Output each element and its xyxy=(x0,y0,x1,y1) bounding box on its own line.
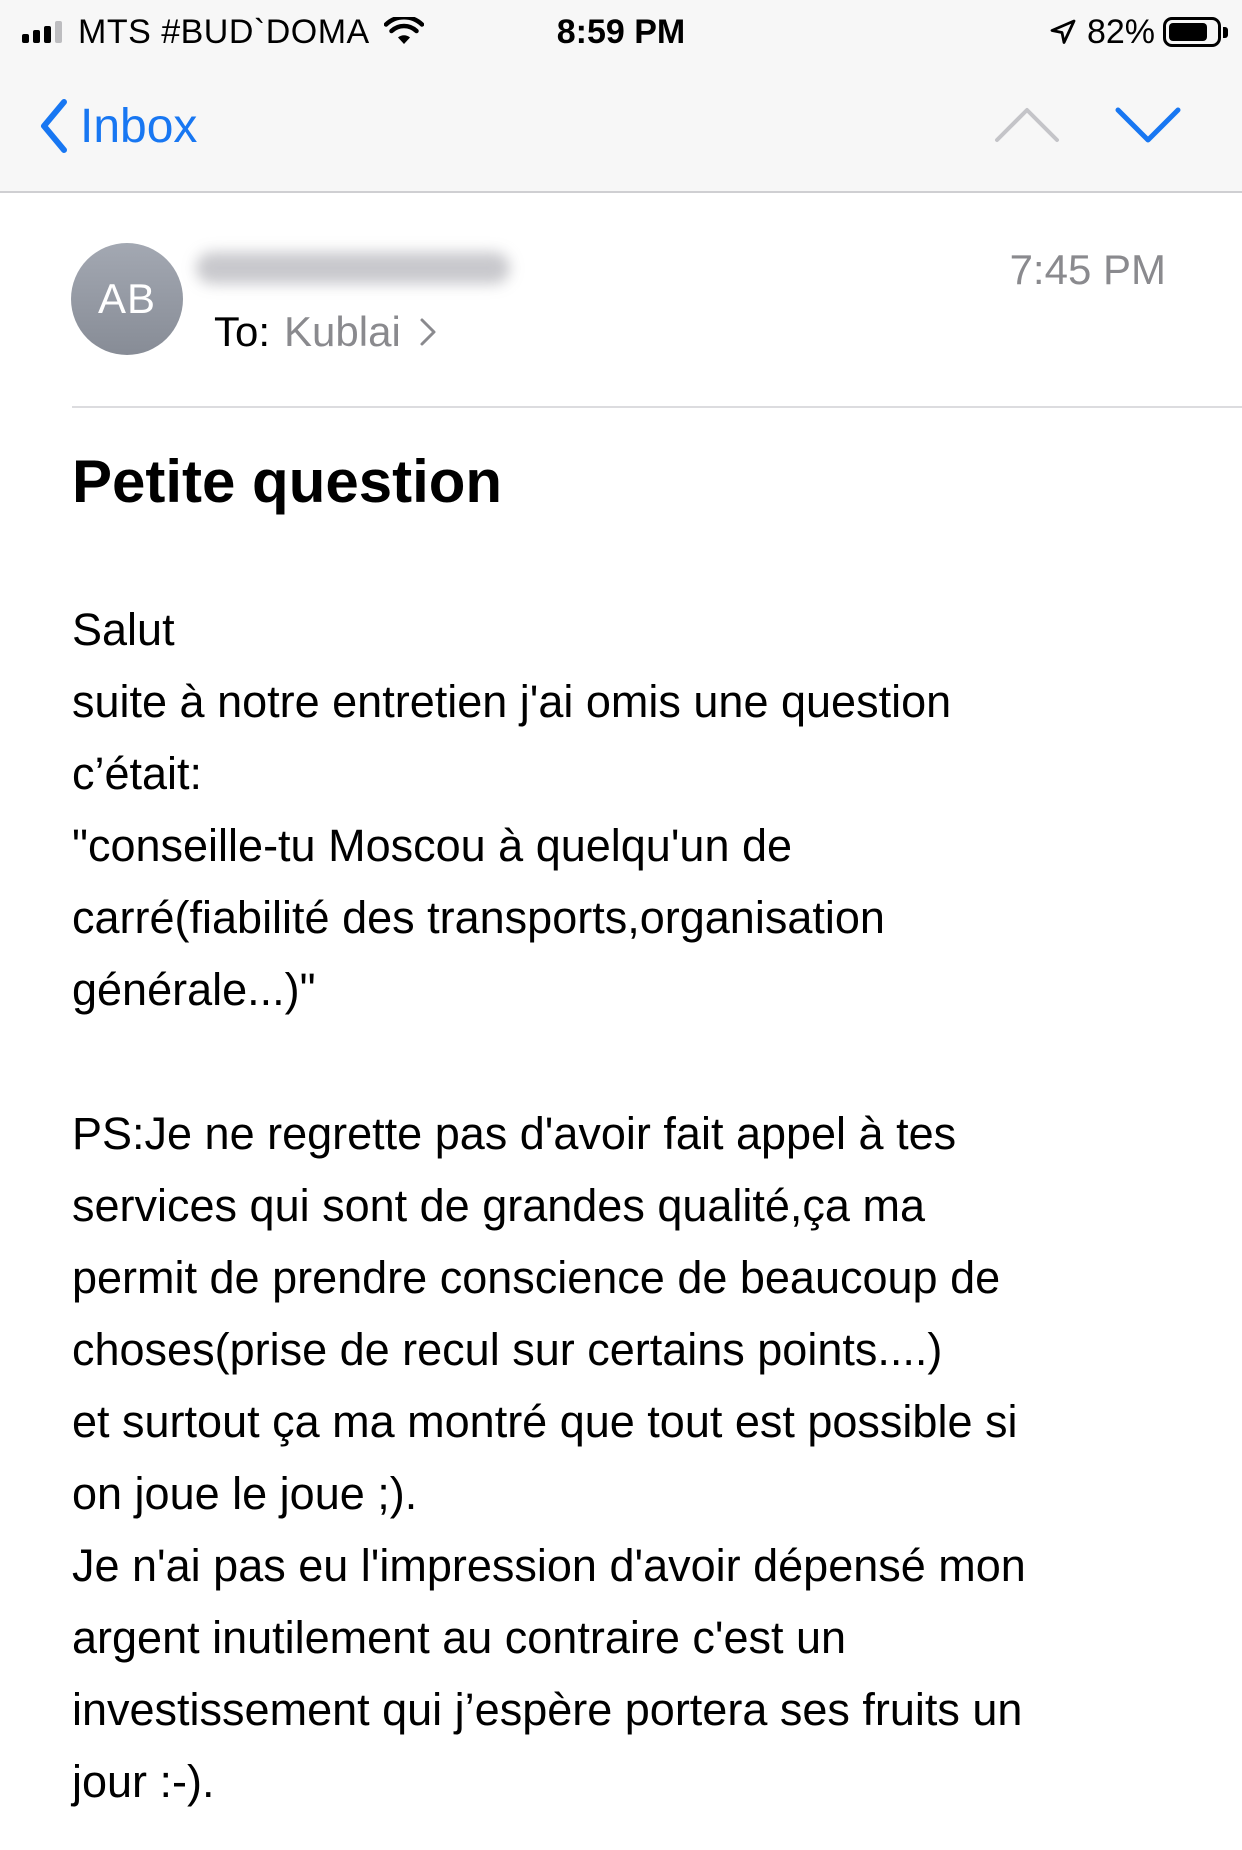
sender-avatar[interactable]: AB xyxy=(71,243,183,355)
message-body xyxy=(72,594,1202,1818)
recipients-row[interactable] xyxy=(214,306,437,358)
message-subject: Petite question xyxy=(72,448,503,515)
location-arrow-icon xyxy=(1049,18,1077,46)
paragraph-gap xyxy=(72,1026,1202,1098)
body-line: services qui sont de grandes qualité,ça ma xyxy=(72,1180,925,1231)
status-bar-right xyxy=(1049,8,1228,56)
top-bar xyxy=(0,0,1242,193)
back-to-inbox-button[interactable] xyxy=(36,90,197,162)
battery-icon xyxy=(1163,17,1221,47)
sender-name-redacted[interactable] xyxy=(196,252,510,284)
carrier-name: MTS #BUD`DOMA xyxy=(78,12,370,51)
body-line: Je n'ai pas eu l'impression d'avoir dépensé mon xyxy=(72,1540,1026,1591)
body-line: on joue le joue ;). xyxy=(72,1468,418,1519)
body-line: permit de prendre conscience de beaucoup de xyxy=(72,1252,1001,1303)
to-label: To: xyxy=(214,308,271,355)
chevron-right-icon xyxy=(419,317,437,347)
battery-nub xyxy=(1223,27,1228,38)
previous-message-button[interactable] xyxy=(991,100,1063,150)
received-time: 7:45 PM xyxy=(1009,246,1166,293)
battery-percent: 82% xyxy=(1086,12,1155,51)
body-line: choses(prise de recul sur certains points....) xyxy=(72,1324,943,1375)
battery-level-fill xyxy=(1169,23,1207,41)
chevron-left-icon xyxy=(36,96,70,156)
status-time: 8:59 PM xyxy=(556,13,686,51)
back-label: Inbox xyxy=(80,99,198,153)
body-line: jour :-). xyxy=(72,1756,215,1807)
body-line: suite à notre entretien j'ai omis une question xyxy=(72,676,952,727)
recipient-name: Kublai xyxy=(284,308,401,355)
body-line: investissement qui j’espère portera ses fruits un xyxy=(72,1684,1023,1735)
body-line: générale...)" xyxy=(72,964,316,1015)
body-line: c’était: xyxy=(72,748,203,799)
next-message-button[interactable] xyxy=(1112,100,1184,150)
chevron-up-icon xyxy=(997,110,1057,140)
chevron-down-icon xyxy=(1118,110,1178,140)
body-line: carré(fiabilité des transports,organisation xyxy=(72,892,885,943)
body-line: Salut xyxy=(72,604,175,655)
body-line: argent inutilement au contraire c'est un xyxy=(72,1612,847,1663)
body-line: PS:Je ne regrette pas d'avoir fait appel à tes xyxy=(72,1108,957,1159)
header-divider xyxy=(72,406,1242,408)
body-line: "conseille-tu Moscou à quelqu'un de xyxy=(72,820,793,871)
body-line: et surtout ça ma montré que tout est possible si xyxy=(72,1396,1018,1447)
